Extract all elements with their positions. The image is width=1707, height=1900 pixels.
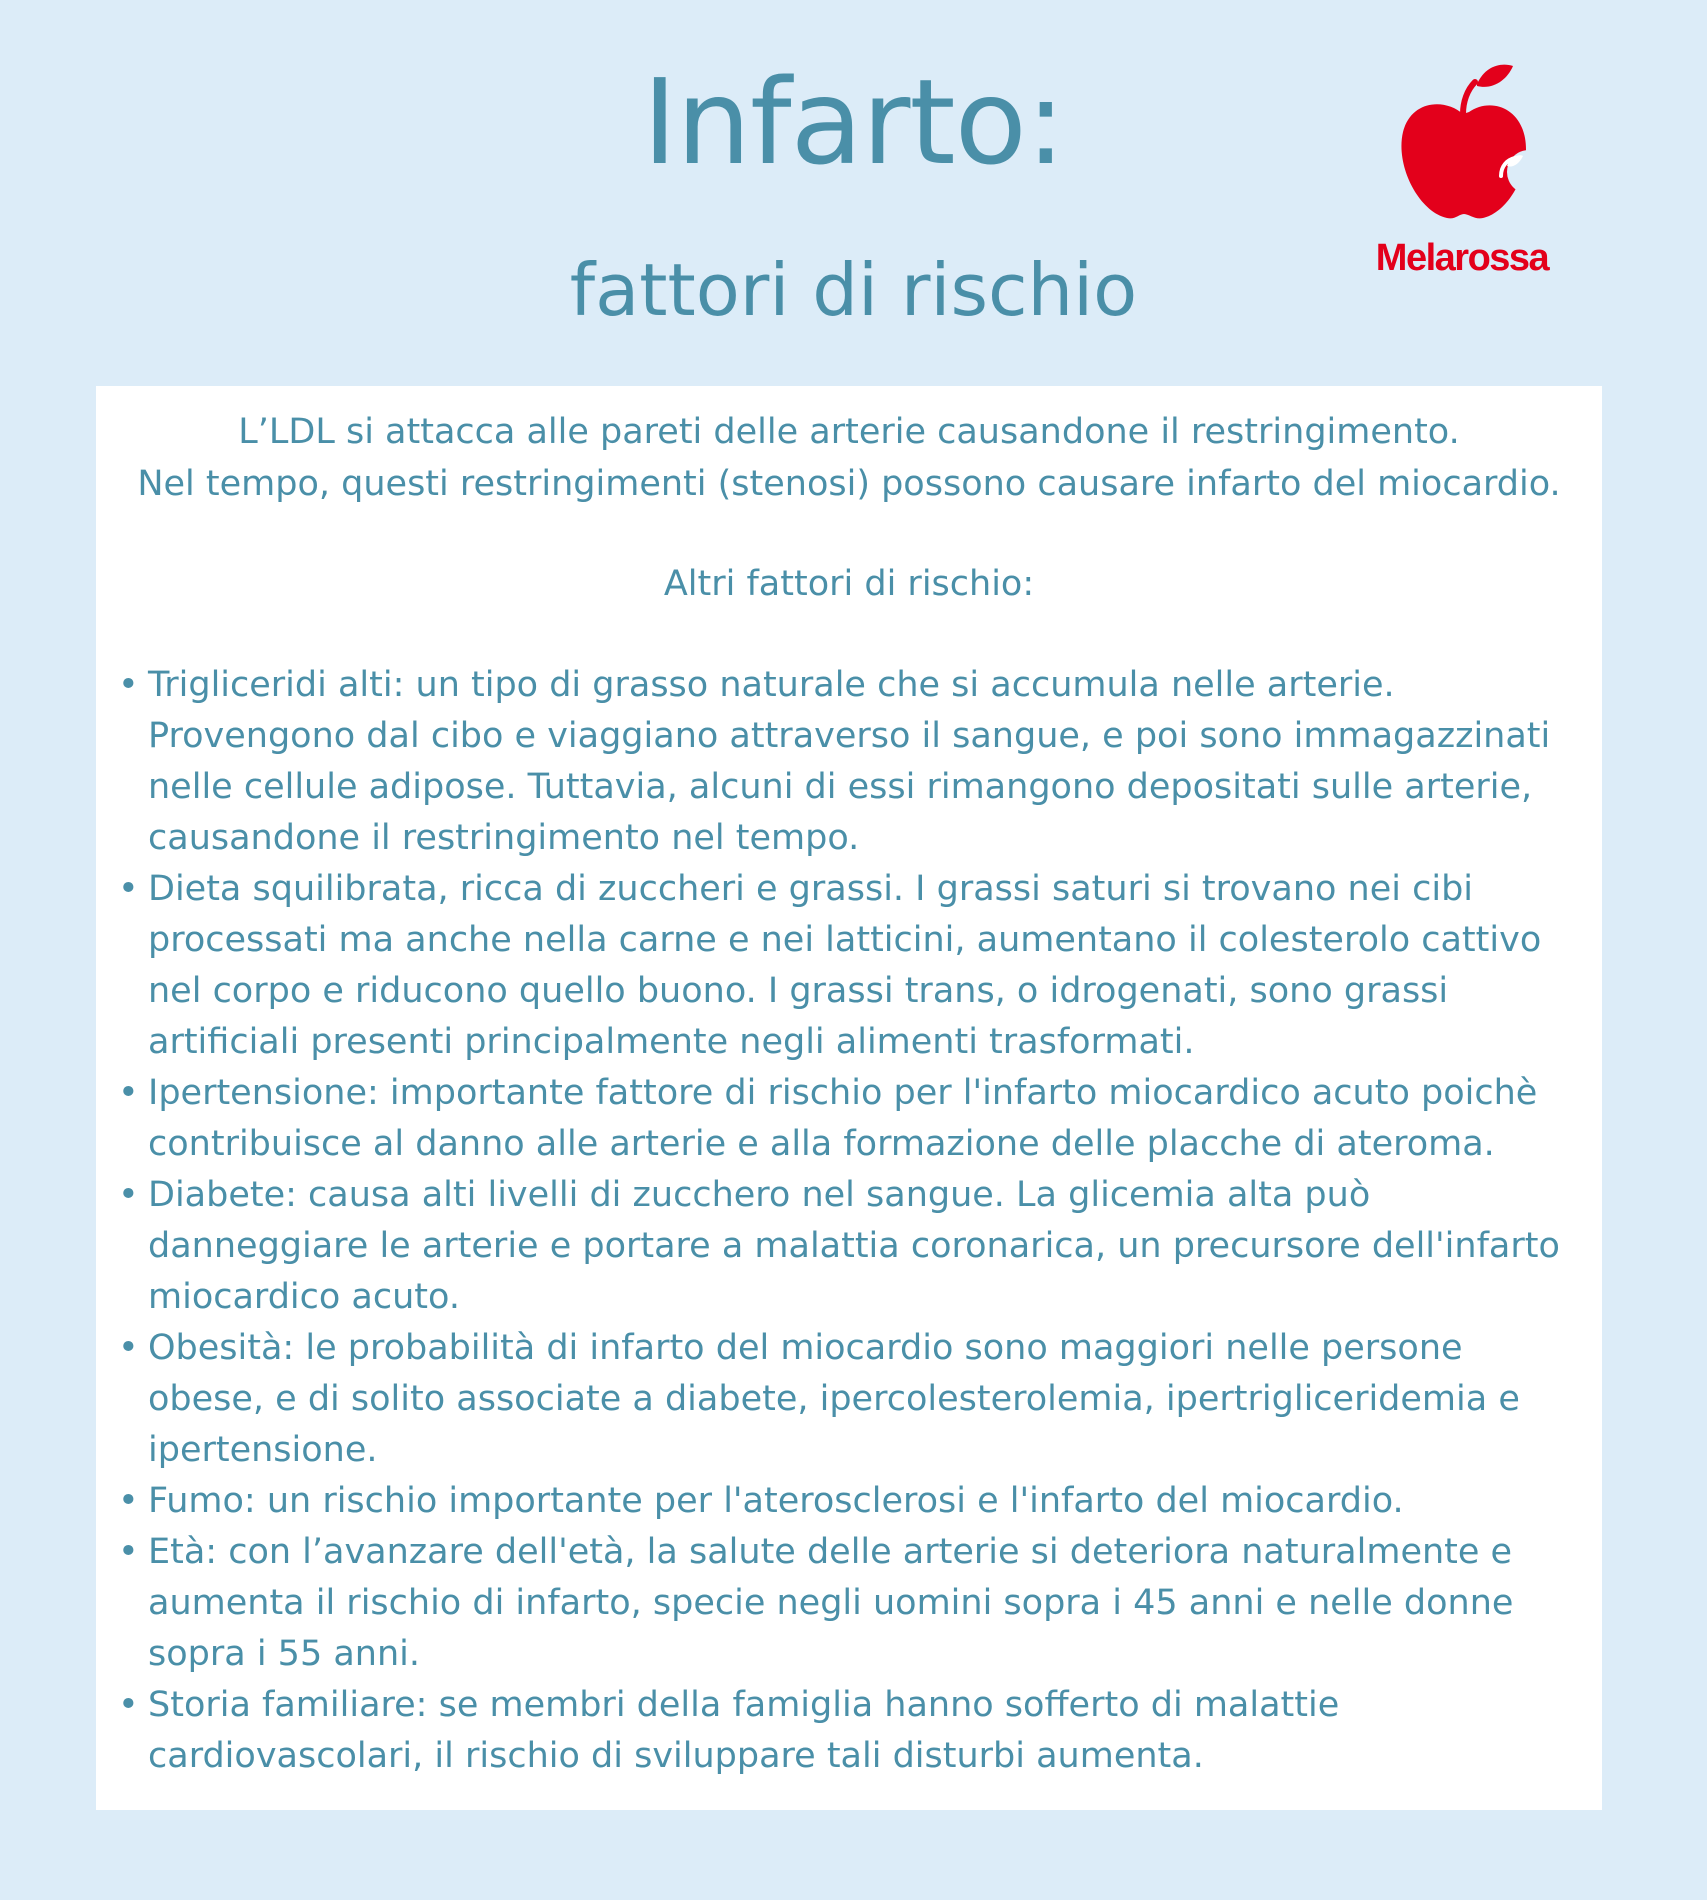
section-heading: Altri fattori di rischio: <box>663 564 1035 604</box>
bullet-icon: • <box>118 665 139 705</box>
list-item <box>118 1476 1578 1527</box>
list-item-text: Fumo: un rischio importante per l'aterosclerosi e l'infarto del miocardio. <box>148 1481 1404 1521</box>
content-card <box>96 386 1602 1810</box>
list-item-text: Obesità: le probabilità di infarto del miocardio sono maggiori nelle persone obese, e di solito associate a diabete, ipercolesterolemia, ipertrigliceridemia e ipertensione. <box>148 1328 1520 1470</box>
list-item <box>118 864 1578 1068</box>
page-subtitle: fattori di rischio <box>569 248 1138 332</box>
intro-line: L’LDL si attacca alle pareti delle arterie causandone il restringimento. <box>238 412 1460 452</box>
apple-icon <box>1397 62 1532 222</box>
bullet-icon: • <box>118 1073 139 1113</box>
list-item-text: Età: con l’avanzare dell'età, la salute delle arterie si deteriora naturalmente e aumenta il rischio di infarto, specie negli uomini sopra i 45 anni e nelle donne sopra i 55 anni. <box>148 1532 1514 1674</box>
bullet-icon: • <box>118 1532 139 1572</box>
list-item-text: Ipertensione: importante fattore di rischio per l'infarto miocardico acuto poichè contribuisce al danno alle arterie e alla formazione delle placche di ateroma. <box>148 1073 1538 1164</box>
list-item-text: Trigliceridi alti: un tipo di grasso naturale che si accumula nelle arterie. Provengono dal cibo e viaggiano attraverso il sangue, e poi sono immagazzinati nelle cellule adipose. Tuttavia, alcuni di essi rimangono depositati sulle arterie, causandone il restringimento nel tempo. <box>148 665 1551 858</box>
bullet-icon: • <box>118 1685 139 1725</box>
bullet-icon: • <box>118 869 139 909</box>
list-item <box>118 1170 1578 1323</box>
page-title: Infarto: <box>642 53 1065 191</box>
brand-name: Melarossa <box>1375 237 1549 279</box>
bullet-icon: • <box>118 1175 139 1215</box>
intro-text <box>96 406 1602 510</box>
list-item <box>118 1680 1578 1782</box>
list-item <box>118 1527 1578 1680</box>
list-item <box>118 660 1578 864</box>
list-item <box>118 1323 1578 1476</box>
list-item-text: Storia familiare: se membri della famiglia hanno sofferto di malattie cardiovascolari, il rischio di sviluppare tali disturbi aumenta. <box>148 1685 1340 1776</box>
list-item-text: Diabete: causa alti livelli di zucchero nel sangue. La glicemia alta può danneggiare le arterie e portare a malattia coronarica, un precursore dell'infarto miocardico acuto. <box>148 1175 1560 1317</box>
brand-logo <box>1352 62 1572 292</box>
risk-factors-list <box>118 660 1578 1782</box>
bullet-icon: • <box>118 1481 139 1521</box>
intro-line: Nel tempo, questi restringimenti (stenosi) possono causare infarto del miocardio. <box>137 464 1561 504</box>
list-item <box>118 1068 1578 1170</box>
bullet-icon: • <box>118 1328 139 1368</box>
list-item-text: Dieta squilibrata, ricca di zuccheri e grassi. I grassi saturi si trovano nei cibi processati ma anche nella carne e nei latticini, aumentano il colesterolo cattivo nel corpo e riducono quello buono. I grassi trans, o idrogenati, sono grassi artificiali presenti principalmente negli alimenti trasformati. <box>148 869 1542 1062</box>
